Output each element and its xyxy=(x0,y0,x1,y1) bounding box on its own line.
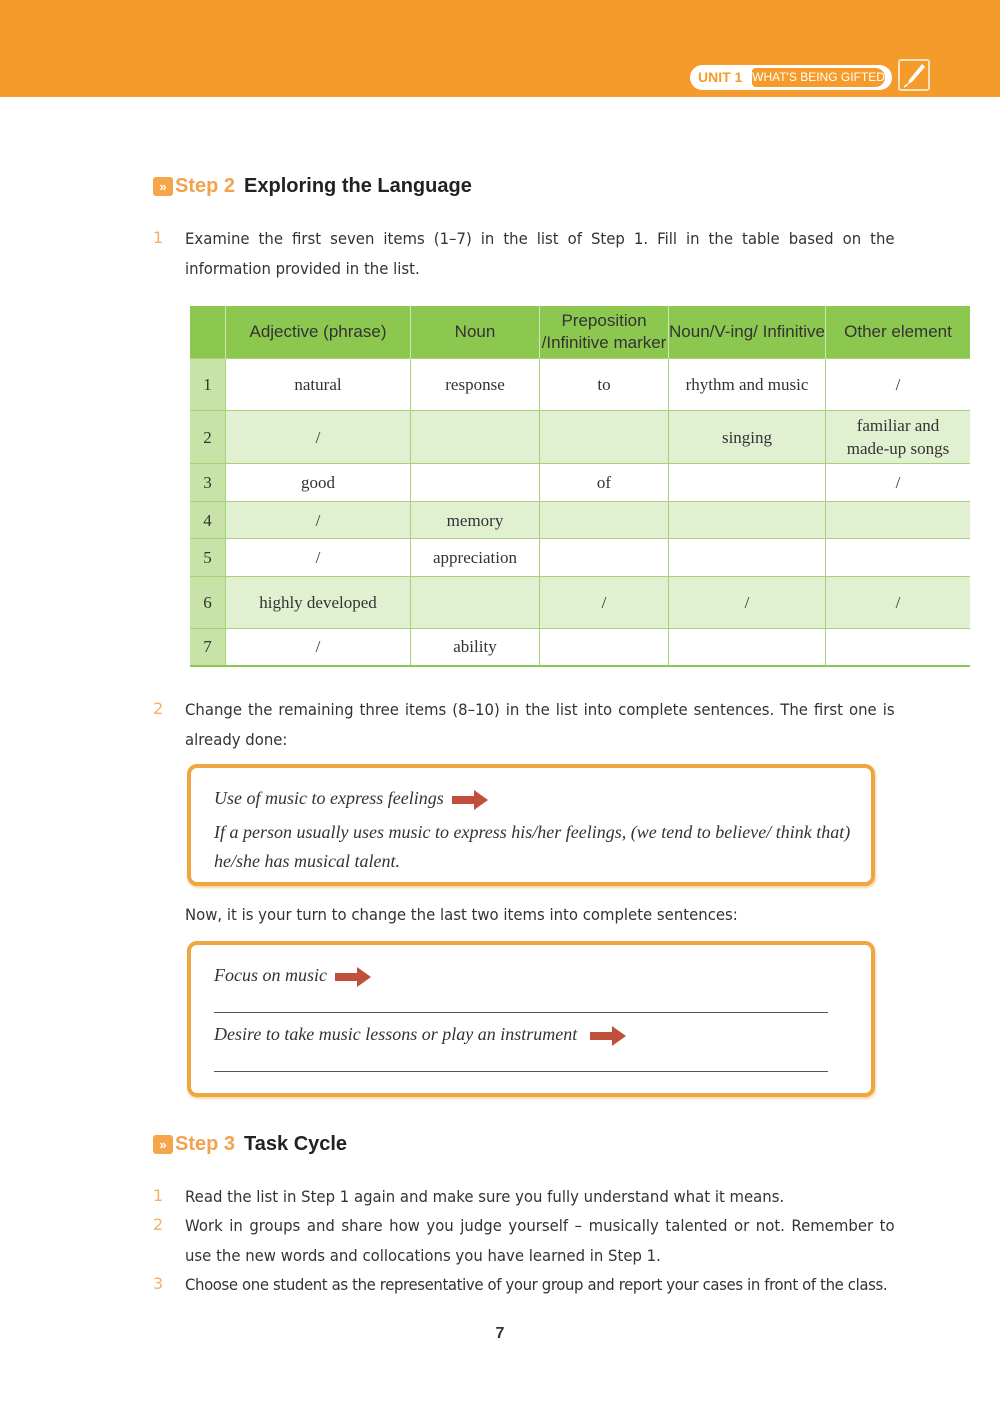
table-cell[interactable] xyxy=(669,539,826,577)
table-header: Other element xyxy=(826,306,971,359)
double-chevron-icon: » xyxy=(153,177,173,196)
row-number: 2 xyxy=(190,411,226,464)
row-number: 5 xyxy=(190,539,226,577)
row-number: 7 xyxy=(190,629,226,666)
turn-instruction: Now, it is your turn to change the last two items into complete sentences: xyxy=(185,905,738,924)
table-header xyxy=(190,306,226,359)
table-cell[interactable]: ability xyxy=(411,629,540,666)
task-text: Choose one student as the representative of your group and report your cases in front of the class. xyxy=(185,1275,888,1294)
language-table xyxy=(190,306,970,667)
table-cell[interactable]: / xyxy=(226,539,411,577)
table-header: Noun xyxy=(411,306,540,359)
table-cell[interactable] xyxy=(826,539,971,577)
task-text: Change the remaining three items (8–10) in the list into complete sentences. The first one is already done: xyxy=(185,700,895,749)
table-row xyxy=(190,629,970,666)
table-row xyxy=(190,577,970,629)
table-cell[interactable] xyxy=(826,629,971,666)
table-cell[interactable]: of xyxy=(540,464,669,502)
task-text: Read the list in Step 1 again and make sure you fully understand what it means. xyxy=(185,1187,785,1206)
step3-label: Step 3 xyxy=(175,1133,236,1155)
table-cell[interactable]: / xyxy=(826,464,971,502)
unit-badge xyxy=(690,65,892,90)
table-cell[interactable]: familiar and made-up songs xyxy=(826,411,971,464)
unit-title: WHAT'S BEING GIFTED xyxy=(752,68,885,87)
table-cell[interactable]: appreciation xyxy=(411,539,540,577)
header-bar xyxy=(0,0,1000,97)
row-number: 6 xyxy=(190,577,226,629)
table-cell[interactable]: / xyxy=(669,577,826,629)
exercise-box xyxy=(187,941,875,1097)
exercise-item xyxy=(214,965,371,987)
step3-title: Task Cycle xyxy=(244,1133,348,1155)
table-cell[interactable]: / xyxy=(226,411,411,464)
table-cell[interactable]: natural xyxy=(226,359,411,411)
step2-title: Exploring the Language xyxy=(244,175,472,197)
arrow-right-icon xyxy=(335,967,371,987)
row-number: 1 xyxy=(190,359,226,411)
table-cell[interactable]: memory xyxy=(411,502,540,539)
table-cell[interactable]: to xyxy=(540,359,669,411)
table-header: Adjective (phrase) xyxy=(226,306,411,359)
task-number: 2 xyxy=(153,1215,164,1234)
table-cell[interactable]: rhythm and music xyxy=(669,359,826,411)
example-phrase-row xyxy=(214,788,488,810)
table-header-row xyxy=(190,306,970,359)
arrow-right-icon xyxy=(590,1026,626,1046)
unit-label: UNIT 1 xyxy=(698,69,743,85)
page-number: 7 xyxy=(495,1325,505,1342)
step2-label: Step 2 xyxy=(175,175,236,197)
table-cell[interactable] xyxy=(669,502,826,539)
table-cell[interactable] xyxy=(540,502,669,539)
table-header: Noun/V-ing/ Infinitive xyxy=(669,306,826,359)
table-cell[interactable] xyxy=(411,411,540,464)
exercise-phrase: Desire to take music lessons or play an instrument xyxy=(214,1024,578,1044)
table-cell[interactable] xyxy=(540,411,669,464)
table-cell[interactable] xyxy=(826,502,971,539)
answer-line-2[interactable] xyxy=(214,1071,828,1072)
table-cell[interactable] xyxy=(411,577,540,629)
row-number: 3 xyxy=(190,464,226,502)
step2-heading xyxy=(153,175,472,198)
example-box xyxy=(187,764,875,886)
table-cell[interactable]: / xyxy=(226,502,411,539)
table-row xyxy=(190,502,970,539)
answer-line-1[interactable] xyxy=(214,1012,828,1013)
task-number: 1 xyxy=(153,1186,164,1205)
example-sentence: If a person usually uses music to express his/her feelings, (we tend to believe/ think that) he/she has musical talent. xyxy=(214,822,851,871)
pen-icon xyxy=(898,59,930,91)
exercise-phrase: Focus on music xyxy=(214,965,327,985)
table-row xyxy=(190,539,970,577)
row-number: 4 xyxy=(190,502,226,539)
table-header: Preposition /Infinitive marker xyxy=(540,306,669,359)
table-cell[interactable]: highly developed xyxy=(226,577,411,629)
table-cell[interactable] xyxy=(540,539,669,577)
task-number: 1 xyxy=(153,228,164,247)
task-text: Work in groups and share how you judge yourself – musically talented or not. Remember to use the new words and collocations you have learned in Step 1. xyxy=(185,1216,895,1265)
table-row xyxy=(190,359,970,411)
table-cell[interactable]: / xyxy=(540,577,669,629)
table-row xyxy=(190,411,970,464)
task-number: 2 xyxy=(153,699,164,718)
arrow-right-icon xyxy=(452,790,488,810)
double-chevron-icon: » xyxy=(153,1135,173,1154)
table-cell[interactable] xyxy=(669,464,826,502)
exercise-item xyxy=(214,1024,626,1046)
table-cell[interactable]: singing xyxy=(669,411,826,464)
table-cell[interactable]: good xyxy=(226,464,411,502)
table-cell[interactable] xyxy=(669,629,826,666)
example-phrase: Use of music to express feelings xyxy=(214,788,444,808)
step3-heading xyxy=(153,1133,347,1156)
table-cell[interactable] xyxy=(540,629,669,666)
table-cell[interactable]: response xyxy=(411,359,540,411)
table-cell[interactable]: / xyxy=(226,629,411,666)
task-text: Examine the first seven items (1–7) in the list of Step 1. Fill in the table based on the information provided in the list. xyxy=(185,229,895,278)
table-cell[interactable]: / xyxy=(826,577,971,629)
table-cell[interactable]: / xyxy=(826,359,971,411)
task-number: 3 xyxy=(153,1274,164,1293)
table-row xyxy=(190,464,970,502)
table-cell[interactable] xyxy=(411,464,540,502)
